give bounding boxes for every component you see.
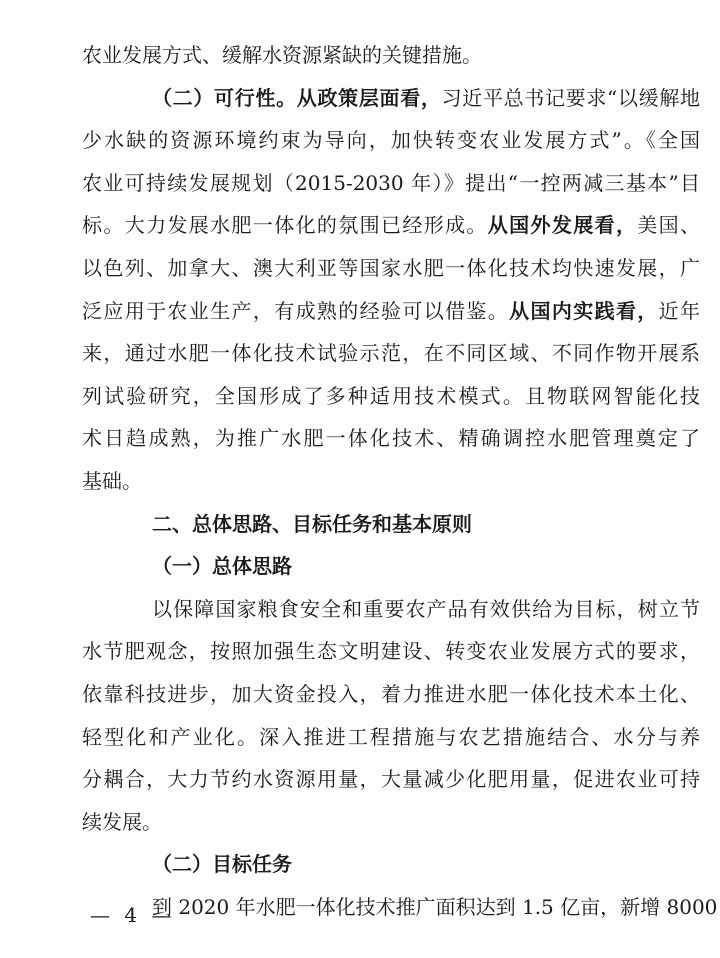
text-line	[152, 848, 700, 880]
text-segment: 续发展。	[82, 809, 162, 834]
text-line	[82, 209, 700, 241]
text-line	[152, 550, 700, 582]
text-line	[82, 337, 700, 369]
text-segment: 标。大力发展水肥一体化的氛围已经形成。	[82, 213, 488, 238]
text-line	[82, 422, 700, 454]
text-line	[82, 124, 700, 156]
text-line	[82, 167, 700, 199]
text-segment: 近年	[658, 298, 701, 323]
bold-text-segment: 二、总体思路、目标任务和基本原则	[152, 511, 472, 536]
text-segment: 依靠科技进步，加大资金投入，着力推进水肥一体化技术本土化、	[82, 682, 700, 706]
bold-text-segment: 从国内实践看，	[509, 298, 659, 323]
text-segment: 水节肥观念，按照加强生态文明建设、转变农业发展方式的要求，	[82, 639, 700, 664]
bold-text-segment: 从国外发展看，	[487, 213, 638, 238]
text-segment: 轻型化和产业化。深入推进工程措施与农艺措施结合、水分与养	[82, 724, 700, 749]
text-line	[82, 635, 700, 667]
text-line	[82, 252, 700, 284]
text-line	[82, 806, 700, 838]
bold-text-segment: （一）总体思路	[152, 554, 292, 579]
text-line	[82, 295, 700, 327]
text-line	[82, 465, 700, 497]
text-segment: 分耦合，大力节约水资源用量，大量减少化肥用量，促进农业可持	[82, 767, 700, 792]
text-segment: 列试验研究，全国形成了多种适用技术模式。且物联网智能化技	[82, 383, 700, 408]
text-line	[82, 39, 700, 71]
text-segment: 基础。	[82, 469, 142, 493]
bold-text-segment: （二）可行性。从政策层面看，	[152, 85, 442, 110]
text-segment: 泛应用于农业生产，有成熟的经验可以借鉴。	[82, 298, 510, 323]
text-segment: 来，通过水肥一体化技术试验示范，在不同区域、不同作物开展系	[82, 341, 700, 366]
text-segment: 到 2020 年水肥一体化技术推广面积达到 1.5 亿亩，新增 8000	[152, 895, 718, 919]
text-segment: 美国、	[637, 213, 701, 238]
text-line	[152, 593, 700, 625]
text-segment: 以保障国家粮食安全和重要农产品有效供给为目标，树立节	[152, 596, 700, 621]
bold-text-segment: （二）目标任务	[152, 852, 292, 877]
text-segment: 习近平总书记要求“以缓解地	[441, 85, 701, 110]
text-segment: 以色列、加拿大、澳大利亚等国家水肥一体化技术均快速发展，广	[82, 256, 700, 280]
text-line	[82, 763, 700, 795]
text-line	[82, 678, 700, 710]
text-segment: 农业可持续发展规划（2015-2030 年）》提出“一控两减三基本”目	[82, 170, 700, 195]
text-segment: 术日趋成熟，为推广水肥一体化技术、精确调控水肥管理奠定了	[82, 426, 700, 451]
text-line	[152, 891, 718, 923]
page-number: — 4 —	[90, 903, 176, 927]
text-line	[152, 82, 700, 114]
text-line	[152, 508, 700, 540]
text-line	[82, 380, 700, 412]
text-line	[82, 721, 700, 753]
text-segment: 少水缺的资源环境约束为导向，加快转变农业发展方式”。《全国	[82, 128, 700, 153]
text-segment: 农业发展方式、缓解水资源紧缺的关键措施。	[82, 43, 482, 67]
